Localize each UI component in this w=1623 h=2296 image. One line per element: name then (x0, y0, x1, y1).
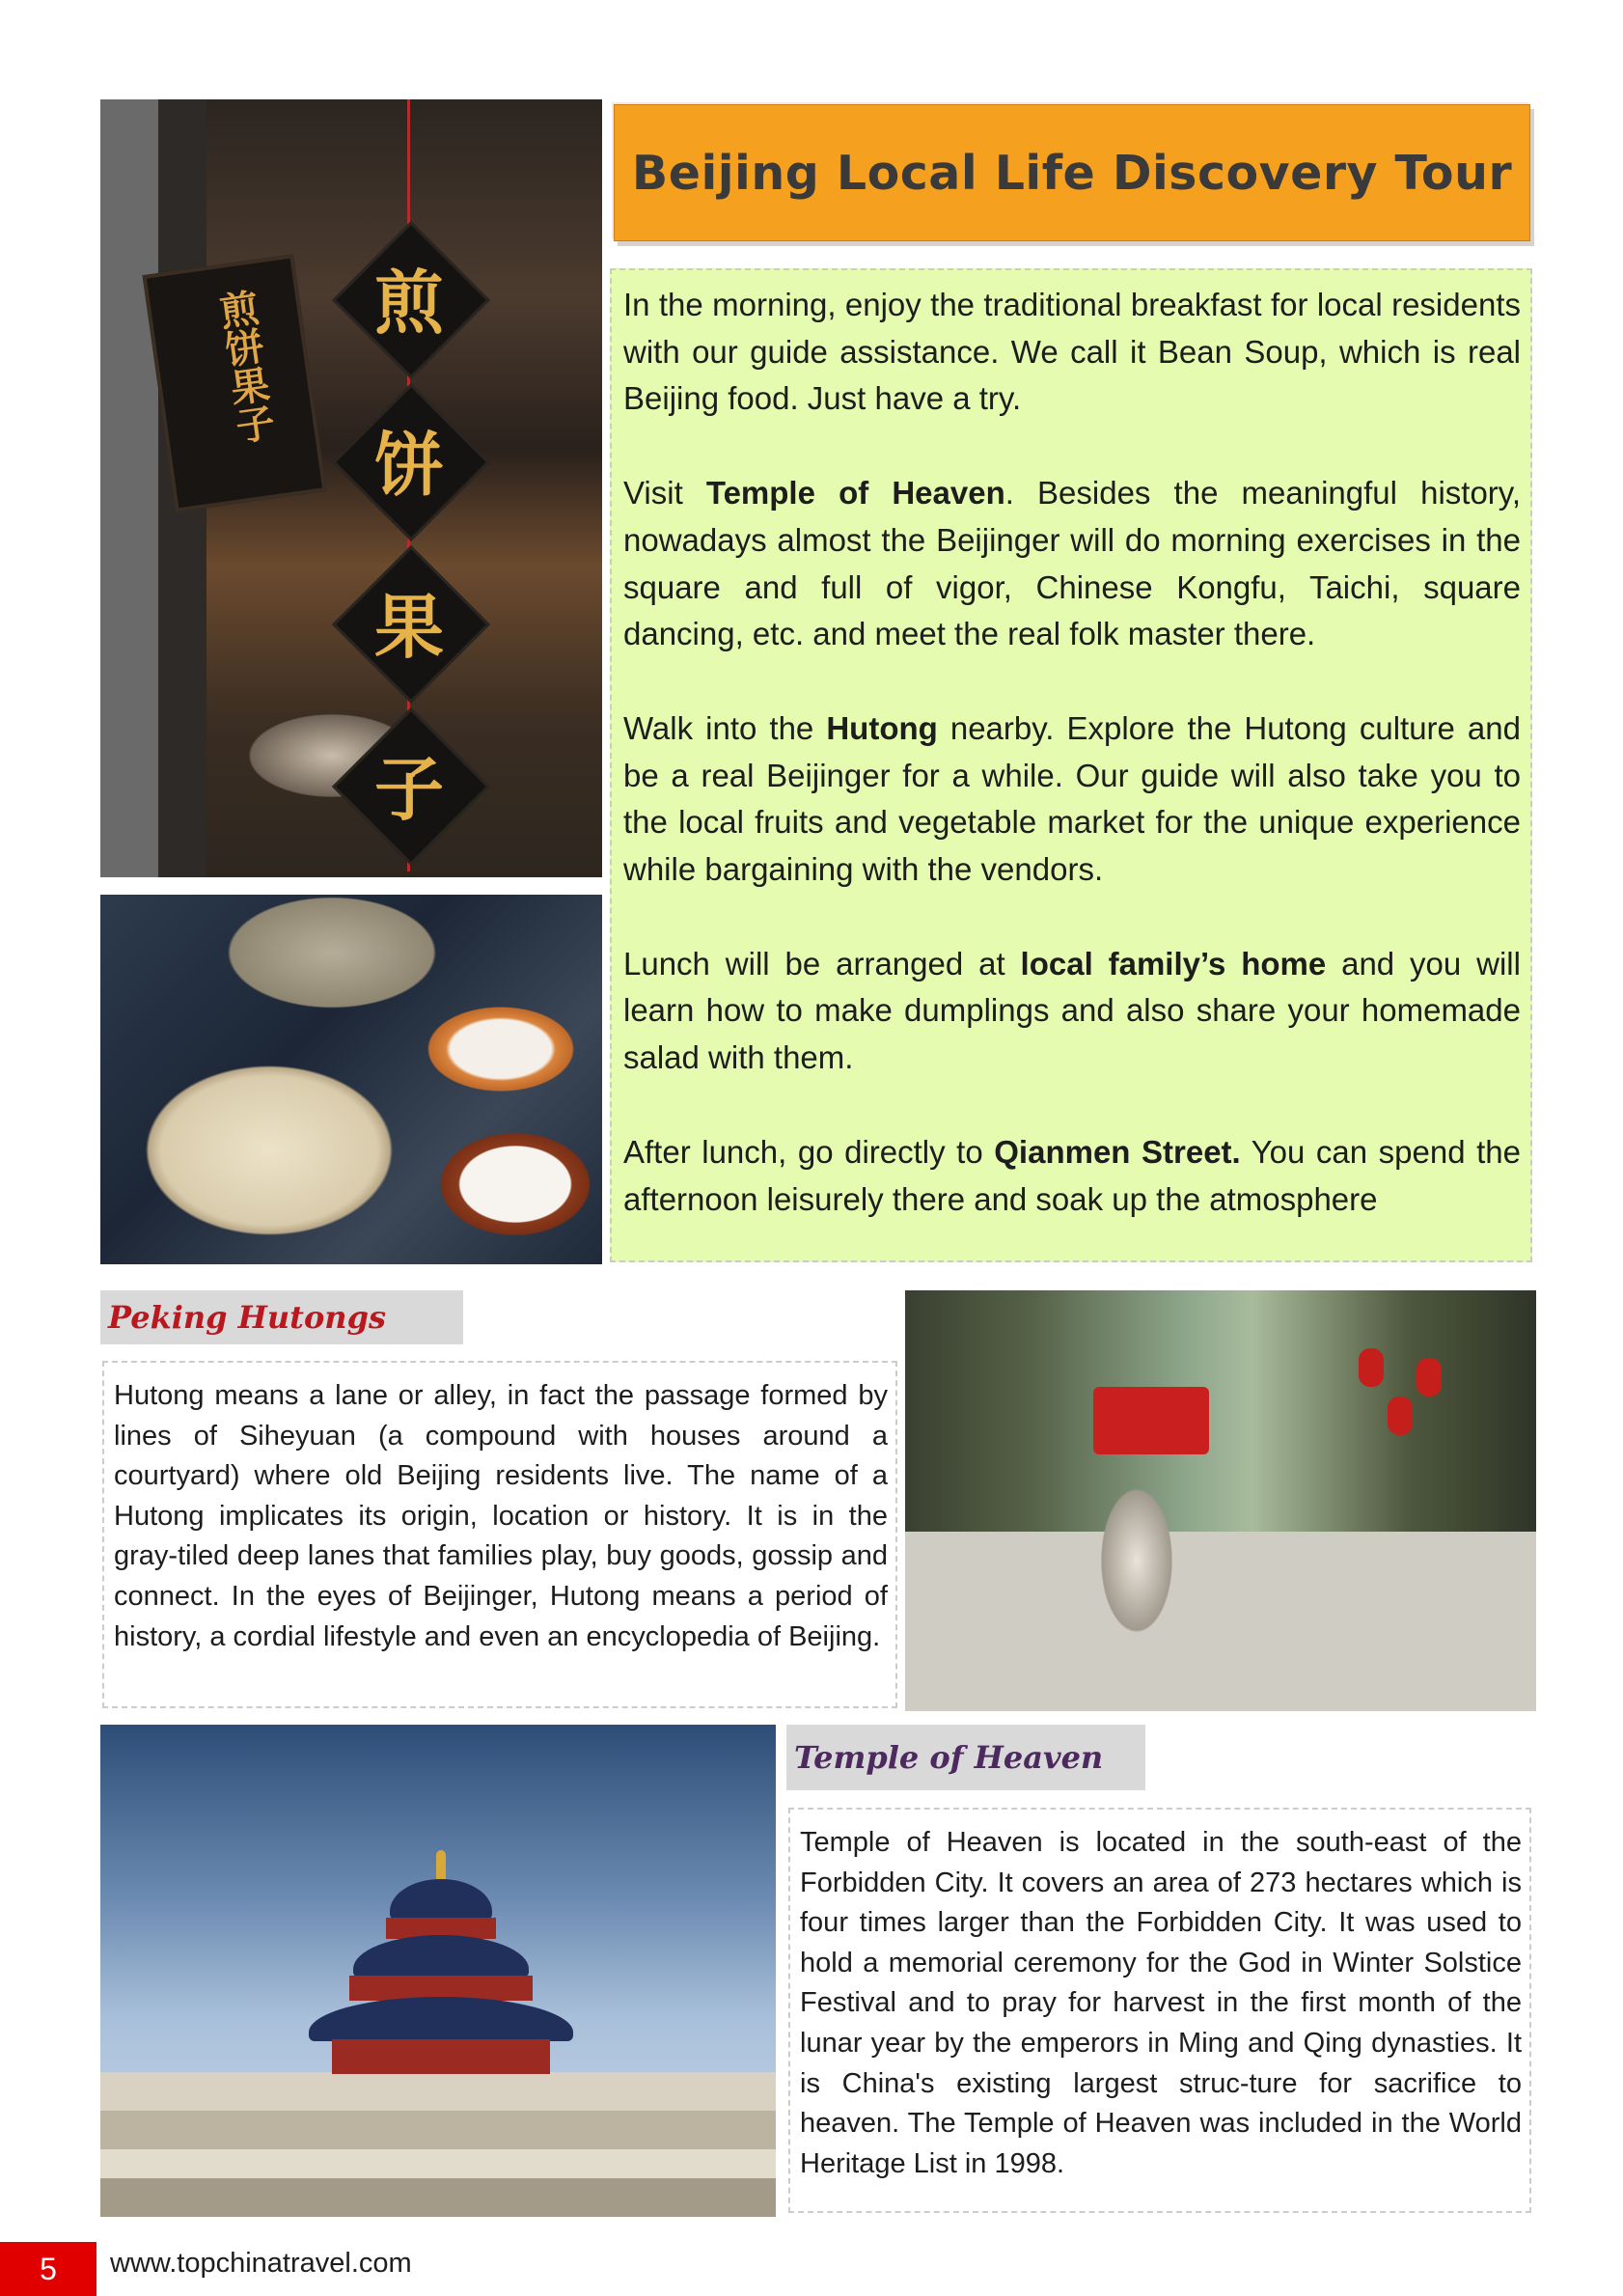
red-lantern (1359, 1348, 1384, 1387)
text-span: After lunch, go directly to (623, 1133, 995, 1170)
itinerary-paragraph-breakfast: In the morning, enjoy the traditional breakfast for local residents with our guide assistance. We call it Bean Soup, which is real Beijing food. Just have a try. (623, 287, 1521, 417)
highlight-local-family-home: local family’s home (1020, 945, 1327, 982)
rickshaw-canopy (1093, 1387, 1209, 1454)
photo-hutong-rickshaw (905, 1290, 1536, 1711)
text-span: Lunch will be arranged at (623, 945, 1021, 982)
photo-jianbing-shop (100, 99, 602, 877)
temple-roof-top (390, 1879, 492, 1920)
page-number: 5 (0, 2242, 96, 2296)
footer-website-link[interactable]: www.topchinatravel.com (110, 2248, 412, 2279)
photo-temple-of-heaven (100, 1725, 776, 2217)
highlight-hutong: Hutong (826, 709, 938, 746)
hutongs-heading-text: Peking Hutongs (108, 1299, 386, 1336)
page-title: Beijing Local Life Discovery Tour (631, 145, 1513, 201)
temple-heading-text: Temple of Heaven (794, 1739, 1104, 1776)
hanging-char-3: 果 (373, 586, 444, 668)
hanging-char-1: 煎 (373, 262, 444, 344)
hutongs-description: Hutong means a lane or alley, in fact the passage formed by lines of Siheyuan (a compound with houses around a courtyard) where old Beijing residents live. The name of a Hutong implicates its origin, location or history. It is in the gray-tiled deep lanes that families play, buy goods, gossip and connect. In the eyes of Beijinger, Hutong means a period of history, a cordial lifestyle and even an encyclopedia of Beijing. (114, 1380, 888, 1652)
temple-description: Temple of Heaven is located in the south-east of the Forbidden City. It covers an area of 273 hectares which is four times larger than the Forbidden City. It was used to hold a memorial ceremony for the God in Winter Solstice Festival and to pray for harvest in the first month of the lunar year by the emperors in Ming and Qing dynasties. It is China's existing largest struc-ture for sacrifice to heaven. The Temple of Heaven was included in the World Heritage List in 1998. (800, 1827, 1522, 2179)
text-span: nearby. Explore the Hutong culture and be a real Beijinger for a while. Our guide will also take you to the local fruits and vegetable market for the unique experience while bargaining with the vendors. (623, 709, 1521, 888)
text-span: . Besides the meaningful history, nowadays almost the Beijinger will do morning exercises in the square and full of vigor, Chinese Kongfu, Taichi, square dancing, etc. and meet the real folk master there. (623, 475, 1522, 652)
itinerary-paragraph-hutong (623, 705, 1521, 894)
hanging-char-4: 子 (373, 748, 444, 830)
itinerary-paragraph-lunch (623, 941, 1521, 1082)
temple-roof-middle (353, 1935, 529, 1978)
text-span: Visit (623, 475, 706, 512)
itinerary-box (610, 268, 1532, 1262)
red-lantern (1388, 1397, 1413, 1435)
highlight-temple-of-heaven: Temple of Heaven (705, 475, 1005, 512)
temple-base-wall (332, 2039, 550, 2074)
text-span: Walk into the (623, 709, 827, 746)
hutongs-text-box (102, 1361, 897, 1708)
shop-sign-text: 煎饼果子 (210, 287, 278, 447)
title-banner (614, 104, 1530, 241)
temple-text-box (788, 1808, 1531, 2213)
hanging-char-2: 饼 (373, 424, 444, 506)
text-span: You can spend the afternoon leisurely there and soak up the atmosphere (623, 1133, 1521, 1217)
section-heading-hutongs (100, 1290, 463, 1344)
temple-roof-bottom (309, 1997, 573, 2041)
itinerary-paragraph-temple (623, 470, 1521, 658)
photo-bean-soup (100, 895, 602, 1264)
text-span: and you will learn how to make dumplings and also share your homemade salad with them. (623, 945, 1521, 1076)
section-heading-temple (786, 1725, 1145, 1790)
red-lantern (1417, 1358, 1442, 1397)
itinerary-paragraph-qianmen (623, 1129, 1521, 1223)
highlight-qianmen-street: Qianmen Street. (994, 1133, 1241, 1170)
